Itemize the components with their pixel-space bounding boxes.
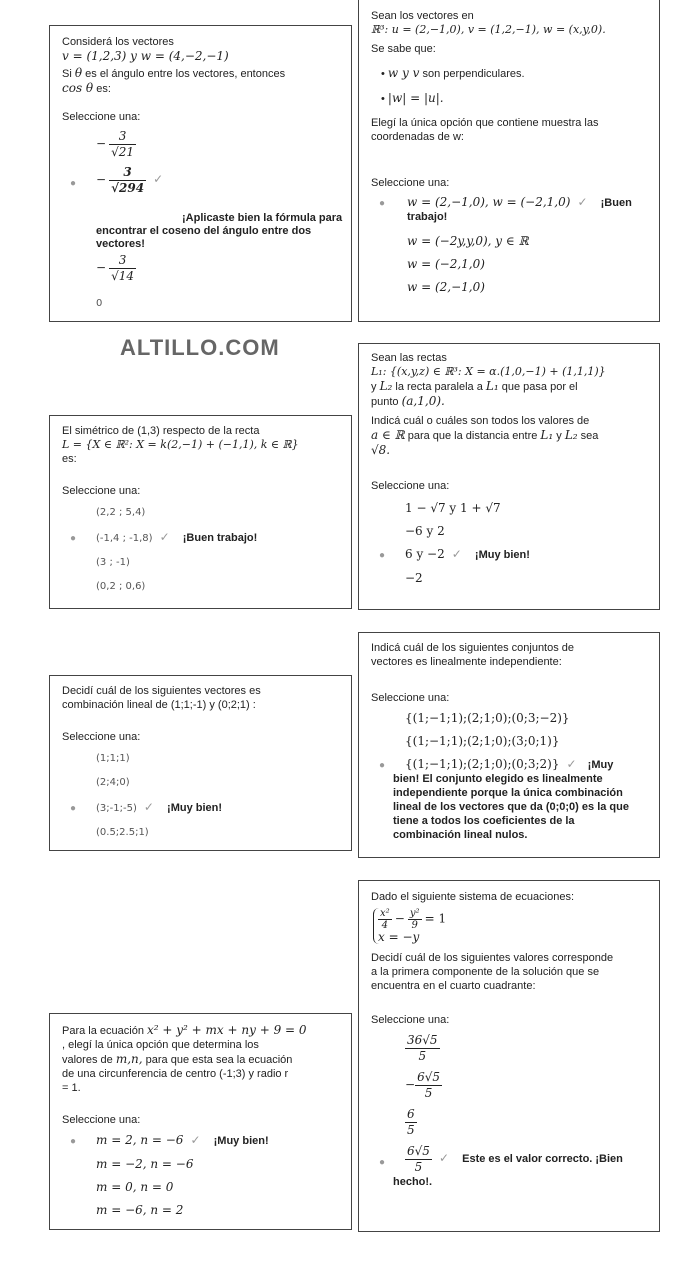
q2-line-3: Se sabe que: xyxy=(371,43,436,55)
question-card-symmetric xyxy=(49,415,352,609)
q3-line-2: L₁: {(x,y,z) ∈ ℝ³: X = α.(1,0,−1) + (1,1,1)} xyxy=(371,365,606,378)
q2-vectors: ℝ³: u = (2,−1,0), v = (1,2,−1), w = (x,y,0). xyxy=(371,23,606,36)
q3-line-3a: y xyxy=(371,381,377,393)
q6-select-label: Seleccione una: xyxy=(62,731,141,743)
q3-option-3[interactable] xyxy=(371,547,649,562)
q2-option-2[interactable] xyxy=(371,234,649,248)
q8-line-5: = 1. xyxy=(62,1082,81,1094)
q1-option-3[interactable]: − $\frac{3}{√14}$ xyxy=(96,253,135,283)
question-card-lines-distance xyxy=(358,343,660,610)
q4-line-3: es: xyxy=(62,453,77,465)
q6-opt3-text: (3;-1;-5) xyxy=(96,803,137,814)
q3-point: (a,1,0). xyxy=(401,394,445,408)
q2-option-3[interactable] xyxy=(371,257,649,271)
q1-line-4b: es: xyxy=(96,83,111,95)
q4-select-label: Seleccione una: xyxy=(62,485,141,497)
q8-opt4-text: m = −6, n = 2 xyxy=(96,1203,184,1217)
q4-opt1-text: (2,2 ; 5,4) xyxy=(96,507,146,518)
q3-option-4[interactable] xyxy=(371,571,649,585)
q7-opt4-den: 5 xyxy=(414,1160,423,1174)
q1-line-1: Considerá los vectores xyxy=(62,36,174,48)
q2-option-1[interactable] xyxy=(371,195,649,224)
q8-opt1-text: m = 2, n = −6 xyxy=(96,1133,184,1147)
q4-option-2[interactable] xyxy=(62,530,341,546)
q7-equation-system xyxy=(373,908,446,944)
q6-option-4[interactable] xyxy=(62,826,341,840)
q4-option-1[interactable] xyxy=(62,506,341,520)
question-card-cosine xyxy=(49,25,352,322)
q5-line-1: Indicá cuál de los siguientes conjuntos de xyxy=(371,642,575,654)
q8-line-3a: valores de xyxy=(62,1054,113,1066)
q1-option-1[interactable]: − $\frac{3}{√21}$ xyxy=(96,129,135,159)
q6-opt2-text: (2;4;0) xyxy=(96,777,130,788)
q1-line-3a: Si xyxy=(62,68,72,80)
q7-opt1-den: 5 xyxy=(418,1049,427,1063)
q2-opt4-text: w = (2,−1,0) xyxy=(407,280,485,294)
q7-line-1: Dado el siguiente sistema de ecuaciones: xyxy=(371,891,575,903)
q3-opt4-text: −2 xyxy=(405,571,423,585)
q7-opt1-num: 36√5 xyxy=(407,1033,438,1047)
q8-opt1-feedback: ¡Muy bien! xyxy=(213,1135,269,1147)
q3-sqrt8: √8. xyxy=(371,443,391,457)
q4-opt2-feedback: ¡Buen trabajo! xyxy=(182,532,258,544)
q7-opt3-den: 5 xyxy=(407,1123,415,1137)
q2-select-label: Seleccione una: xyxy=(371,177,450,189)
q5-opt3-feedback-2: bien! El conjunto elegido es linealmente independiente porque la única combinación lineal de los vectores que da (0;0;0) es la que tiene a todos los coeficientes de la combinación lineal nulos. xyxy=(393,773,629,841)
q1-vectors: v = (1,2,3) y w = (4,−2,−1) xyxy=(62,49,229,63)
check-icon: ✓ xyxy=(159,530,170,544)
q5-option-1[interactable] xyxy=(371,711,649,725)
q5-select-label: Seleccione una: xyxy=(371,692,450,704)
q7-eq-x2: x² xyxy=(380,908,390,919)
q6-line-2: combinación lineal de (1;1;-1) y (0;2;1) : xyxy=(62,699,256,711)
q8-line-3b: para que esta sea la ecuación xyxy=(145,1054,293,1066)
q4-option-3[interactable] xyxy=(62,556,341,570)
selected-radio-icon: ● xyxy=(70,1136,77,1147)
q3-line-1: Sean las rectas xyxy=(371,352,447,364)
q7-eq-y2: y² xyxy=(409,908,420,919)
q5-line-2: vectores es linealmente independiente: xyxy=(371,656,562,668)
q3-opt3-feedback: ¡Muy bien! xyxy=(474,549,530,561)
q3-line-5: Indicá cuál o cuáles son todos los valores de xyxy=(371,415,590,427)
q7-opt2-den: 5 xyxy=(424,1086,433,1100)
q1-opt3-den: √14 xyxy=(111,269,135,283)
question-card-linear-combination xyxy=(49,675,352,851)
q7-option-2[interactable]: − $\frac{6√5}{5}$ xyxy=(405,1070,440,1100)
q7-select-label: Seleccione una: xyxy=(371,1014,450,1026)
question-card-circumference xyxy=(49,1013,352,1230)
q8-line-2: , elegí la única opción que determina los xyxy=(62,1039,259,1051)
q8-line-1a: Para la ecuación xyxy=(62,1025,144,1037)
q6-opt1-text: (1;1;1) xyxy=(96,753,130,764)
q5-option-2[interactable] xyxy=(371,734,649,748)
check-icon: ✓ xyxy=(577,195,588,209)
q1-select-label: Seleccione una: xyxy=(62,111,141,123)
selected-radio-icon: ● xyxy=(70,533,77,544)
selected-radio-icon: ● xyxy=(379,198,386,209)
q1-opt1-den: √21 xyxy=(111,145,135,159)
question-card-linear-independence xyxy=(358,632,660,858)
q8-option-2[interactable] xyxy=(62,1157,341,1171)
q3-a-real: a ∈ ℝ xyxy=(371,428,405,442)
q8-opt3-text: m = 0, n = 0 xyxy=(96,1180,174,1194)
q3-option-2[interactable] xyxy=(371,524,649,538)
selected-radio-icon: ● xyxy=(70,803,77,814)
q7-opt4-feedback-1: Este es el valor correcto. ¡Bien xyxy=(462,1153,623,1166)
q6-opt4-text: (0.5;2.5;1) xyxy=(96,827,149,838)
q2-bullet-2: |w| = |u|. xyxy=(387,91,444,105)
q3-l2: L₂ xyxy=(379,379,393,393)
q6-option-2[interactable] xyxy=(62,776,341,790)
q1-opt1-num: 3 xyxy=(109,129,136,145)
q6-line-1: Decidí cuál de los siguientes vectores es xyxy=(62,685,261,697)
q7-option-1[interactable] xyxy=(371,1033,649,1064)
selected-radio-icon: ● xyxy=(379,550,386,561)
q3-line-3b: la recta paralela a xyxy=(395,381,483,393)
q4-opt2-text: (-1,4 ; -1,8) xyxy=(96,533,153,544)
q7-eq-2: x = −y xyxy=(378,930,420,944)
q3-opt1-text: 1 − √7 y 1 + √7 xyxy=(405,501,501,515)
q3-opt3-text: 6 y −2 xyxy=(405,547,445,561)
q5-option-3[interactable] xyxy=(371,757,649,772)
selected-radio-icon: ● xyxy=(70,178,77,189)
q1-opt2-num: 3 xyxy=(109,165,146,181)
q2-line-1: Sean los vectores en xyxy=(371,10,474,22)
q7-opt4-num: 6√5 xyxy=(407,1144,430,1158)
q4-line-2: L = {X ∈ ℝ²: X = k(2,−1) + (−1,1), k ∈ ℝ} xyxy=(62,438,299,451)
question-card-equation-system xyxy=(358,880,660,1232)
q2-option-4[interactable] xyxy=(371,280,649,294)
check-icon: ✓ xyxy=(153,172,164,187)
q1-theta: θ xyxy=(74,66,83,80)
q1-opt3-num: 3 xyxy=(109,253,136,269)
q7-opt2-num: 6√5 xyxy=(417,1070,440,1084)
q7-line-2: Decidí cuál de los siguientes valores corresponde a la primera componente de la solución que se encuentra en el cuarto cuadrante: xyxy=(371,952,614,992)
selected-radio-icon: ● xyxy=(379,1157,386,1168)
q7-eq-4: 4 xyxy=(381,920,389,931)
q2-opt1-feedback: ¡Buen trabajo! xyxy=(407,197,632,223)
q3-line-3c: que pasa por el xyxy=(501,381,578,393)
q6-option-1[interactable] xyxy=(62,752,341,766)
q3-line-6b: para que la distancia entre xyxy=(407,430,538,442)
q7-eq-rhs: = 1 xyxy=(424,911,447,926)
q2-opt1-text: w = (2,−1,0), w = (−2,1,0) xyxy=(407,195,571,209)
q8-mn: m,n, xyxy=(115,1052,143,1066)
q6-option-3[interactable] xyxy=(62,800,341,816)
q3-l1b: L₁ xyxy=(540,428,554,442)
q1-cos: cos θ xyxy=(62,81,94,95)
q3-select-label: Seleccione una: xyxy=(371,480,450,492)
check-icon: ✓ xyxy=(190,1133,201,1147)
q8-option-3[interactable] xyxy=(62,1180,341,1194)
q1-opt4-text: 0 xyxy=(96,298,103,309)
q3-option-1[interactable] xyxy=(371,501,649,515)
q2-opt2-text: w = (−2y,y,0), y ∈ ℝ xyxy=(407,234,529,248)
q4-opt3-text: (3 ; -1) xyxy=(96,557,130,568)
q8-opt2-text: m = −2, n = −6 xyxy=(96,1157,194,1171)
check-icon: ✓ xyxy=(438,1151,450,1166)
q2-line-4: Elegí la única opción que contiene muestra las coordenadas de w: xyxy=(371,117,599,143)
q5-opt1-text: {(1;−1;1);(2;1;0);(0;3;−2)} xyxy=(405,711,570,725)
q7-opt4-feedback-2: hecho!. xyxy=(393,1176,433,1188)
q2-bullet-1a: w y v xyxy=(387,66,420,80)
q2-opt3-text: w = (−2,1,0) xyxy=(407,257,485,271)
check-icon: ✓ xyxy=(143,800,154,814)
q7-eq-9: 9 xyxy=(411,920,418,931)
q1-option-4[interactable] xyxy=(62,297,102,311)
q2-bullet-1b: son perpendiculares. xyxy=(422,68,525,80)
q4-line-1: El simétrico de (1,3) respecto de la recta xyxy=(62,425,260,437)
q6-opt3-feedback: ¡Muy bien! xyxy=(167,802,223,814)
q4-option-4[interactable] xyxy=(62,580,341,594)
q8-line-4: de una circunferencia de centro (-1;3) y radio r xyxy=(62,1068,289,1080)
q3-l1: L₁ xyxy=(485,379,499,393)
q1-opt2-den: √294 xyxy=(111,181,145,195)
q3-l2b: L₂ xyxy=(564,428,578,442)
q5-opt3-text: {(1;−1;1);(2;1;0);(0;3;2)} xyxy=(405,757,560,771)
q7-option-4[interactable] xyxy=(371,1144,649,1175)
q1-line-3b: es el ángulo entre los vectores, entonces xyxy=(85,68,286,80)
q3-line-4a: punto xyxy=(371,396,399,408)
q1-feedback-text: ¡Aplicaste bien la fórmula para encontrar el coseno del ángulo entre dos vectores! xyxy=(96,212,343,250)
check-icon: ✓ xyxy=(566,757,577,771)
question-card-perpendicular: Sean los vectores en ℝ³: u = (2,−1,0), v = (1,2,−1), w = (x,y,0). Se sabe que: • w y v son perpendiculares. • |w| = |u|. Elegí la única opción que contiene muestra las coordenadas de w: Seleccione una: ● w = (2,−1,0), w = (−2,1,0) ✓ ¡Buen trabajo! w = (−2y,y,0), y ∈ ℝ w = (−2,1,0) w = (2,−1,0) xyxy=(358,0,660,322)
q8-select-label: Seleccione una: xyxy=(62,1114,141,1126)
q7-opt3-num: 6 xyxy=(407,1107,415,1121)
q7-option-3[interactable] xyxy=(371,1107,649,1138)
q5-opt2-text: {(1;−1;1);(2;1;0);(3;0;1)} xyxy=(405,734,560,748)
q3-line-6c: y xyxy=(556,430,562,442)
selected-radio-icon: ● xyxy=(379,760,386,771)
q8-equation: x² + y² + mx + ny + 9 = 0 xyxy=(147,1023,307,1037)
q4-opt4-text: (0,2 ; 0,6) xyxy=(96,581,146,592)
q1-option-2[interactable]: ● − $\frac{3}{√294}$ ✓ xyxy=(70,165,164,195)
q5-opt3-feedback-1: ¡Muy xyxy=(587,759,614,771)
q7-eq-minus: − xyxy=(394,911,405,926)
q8-option-4[interactable] xyxy=(62,1203,341,1217)
check-icon: ✓ xyxy=(451,547,462,561)
q8-option-1[interactable] xyxy=(62,1133,341,1148)
q3-opt2-text: −6 y 2 xyxy=(405,524,445,538)
q3-line-6d: sea xyxy=(580,430,599,442)
watermark-text: ALTILLO.COM xyxy=(120,335,280,360)
